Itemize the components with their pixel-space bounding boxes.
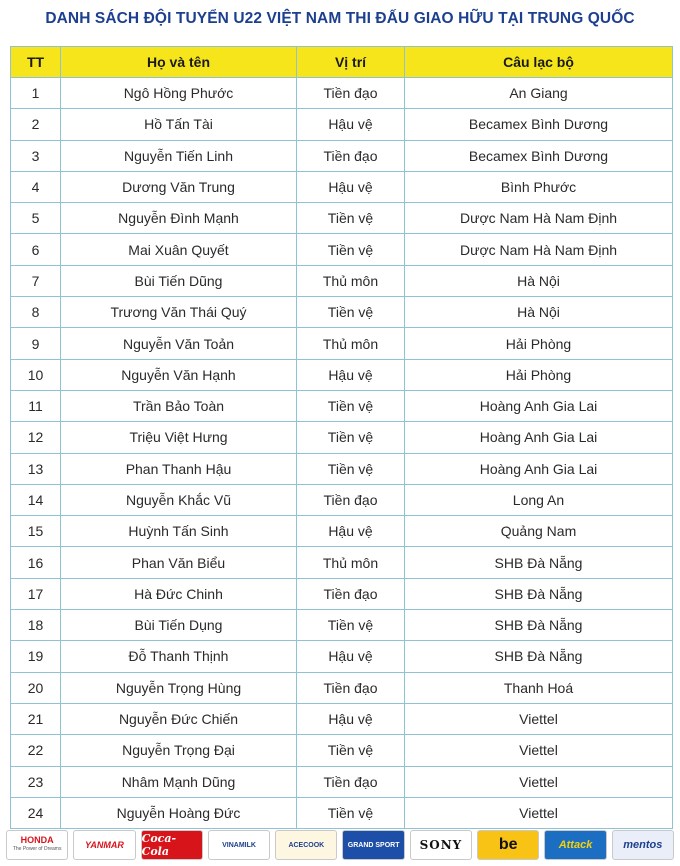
cell-position: Tiền đạo <box>297 484 405 515</box>
cell-tt: 6 <box>11 234 61 265</box>
cell-club: Dược Nam Hà Nam Định <box>405 203 673 234</box>
cell-club: An Giang <box>405 78 673 109</box>
cell-tt: 20 <box>11 672 61 703</box>
cell-name: Nguyễn Văn Hạnh <box>61 359 297 390</box>
be-logo <box>477 830 539 860</box>
cell-club: SHB Đà Nẵng <box>405 641 673 672</box>
cell-name: Nhâm Mạnh Dũng <box>61 766 297 797</box>
mentos-logo <box>612 830 674 860</box>
cell-position: Tiền vệ <box>297 203 405 234</box>
sponsor-strip <box>6 830 674 860</box>
vinamilk-logo <box>208 830 270 860</box>
cell-name: Nguyễn Trọng Đại <box>61 735 297 766</box>
acecook-logo-text: ACECOOK <box>288 841 325 849</box>
table-row <box>11 672 673 703</box>
cell-club: Dược Nam Hà Nam Định <box>405 234 673 265</box>
table-header-row <box>11 47 673 78</box>
cell-club: Hải Phòng <box>405 328 673 359</box>
coke-logo <box>141 830 203 860</box>
honda-logo <box>6 830 68 860</box>
table-row <box>11 703 673 734</box>
cell-position: Tiền vệ <box>297 735 405 766</box>
table-row <box>11 484 673 515</box>
table-row <box>11 359 673 390</box>
cell-name: Hà Đức Chinh <box>61 578 297 609</box>
cell-position: Hậu vệ <box>297 109 405 140</box>
table-row <box>11 78 673 109</box>
cell-club: Bình Phước <box>405 171 673 202</box>
cell-name: Mai Xuân Quyết <box>61 234 297 265</box>
cell-position: Tiền vệ <box>297 234 405 265</box>
grand-logo <box>342 830 404 860</box>
cell-tt: 5 <box>11 203 61 234</box>
honda-logo-tagline: The Power of Dreams <box>12 846 62 852</box>
cell-name: Triệu Việt Hưng <box>61 422 297 453</box>
cell-name: Dương Văn Trung <box>61 171 297 202</box>
cell-position: Tiền vệ <box>297 797 405 828</box>
attack-logo <box>544 830 606 860</box>
cell-tt: 13 <box>11 453 61 484</box>
sony-logo-text: SONY <box>419 838 463 852</box>
cell-position: Thủ môn <box>297 328 405 359</box>
cell-position: Tiền đạo <box>297 140 405 171</box>
cell-tt: 16 <box>11 547 61 578</box>
cell-tt: 2 <box>11 109 61 140</box>
cell-club: Becamex Bình Dương <box>405 109 673 140</box>
cell-position: Tiền vệ <box>297 297 405 328</box>
roster-body <box>11 78 673 829</box>
header-position: Vị trí <box>297 47 405 78</box>
cell-club: Hoàng Anh Gia Lai <box>405 422 673 453</box>
yanmar-logo <box>73 830 135 860</box>
header-club: Câu lạc bộ <box>405 47 673 78</box>
table-row <box>11 140 673 171</box>
acecook-logo <box>275 830 337 860</box>
cell-name: Hồ Tấn Tài <box>61 109 297 140</box>
table-row <box>11 547 673 578</box>
cell-position: Tiền vệ <box>297 453 405 484</box>
cell-tt: 14 <box>11 484 61 515</box>
table-row <box>11 234 673 265</box>
cell-position: Hậu vệ <box>297 641 405 672</box>
cell-tt: 4 <box>11 171 61 202</box>
table-row <box>11 797 673 828</box>
cell-position: Tiền vệ <box>297 390 405 421</box>
cell-club: Long An <box>405 484 673 515</box>
cell-position: Hậu vệ <box>297 359 405 390</box>
cell-tt: 18 <box>11 610 61 641</box>
sony-logo <box>410 830 472 860</box>
cell-name: Nguyễn Đình Mạnh <box>61 203 297 234</box>
cell-name: Phan Thanh Hậu <box>61 453 297 484</box>
cell-tt: 1 <box>11 78 61 109</box>
table-row <box>11 422 673 453</box>
header-name: Họ và tên <box>61 47 297 78</box>
cell-name: Nguyễn Khắc Vũ <box>61 484 297 515</box>
be-logo-text: be <box>498 836 518 853</box>
cell-club: Viettel <box>405 766 673 797</box>
cell-tt: 3 <box>11 140 61 171</box>
table-row <box>11 390 673 421</box>
cell-name: Phan Văn Biểu <box>61 547 297 578</box>
cell-name: Ngô Hồng Phước <box>61 78 297 109</box>
roster-table <box>10 46 673 829</box>
vinamilk-logo-text: VINAMILK <box>222 841 256 849</box>
mentos-logo-text: mentos <box>623 839 663 851</box>
cell-tt: 9 <box>11 328 61 359</box>
cell-name: Nguyễn Trọng Hùng <box>61 672 297 703</box>
cell-name: Nguyễn Văn Toản <box>61 328 297 359</box>
table-row <box>11 610 673 641</box>
cell-club: Hoàng Anh Gia Lai <box>405 390 673 421</box>
table-row <box>11 297 673 328</box>
cell-name: Đỗ Thanh Thịnh <box>61 641 297 672</box>
cell-tt: 22 <box>11 735 61 766</box>
cell-name: Bùi Tiến Dũng <box>61 265 297 296</box>
cell-club: Hoàng Anh Gia Lai <box>405 453 673 484</box>
cell-tt: 12 <box>11 422 61 453</box>
table-row <box>11 109 673 140</box>
cell-tt: 8 <box>11 297 61 328</box>
cell-name: Trần Bảo Toàn <box>61 390 297 421</box>
table-row <box>11 328 673 359</box>
cell-name: Huỳnh Tấn Sinh <box>61 516 297 547</box>
cell-tt: 21 <box>11 703 61 734</box>
cell-club: Viettel <box>405 797 673 828</box>
cell-name: Nguyễn Đức Chiến <box>61 703 297 734</box>
table-row <box>11 265 673 296</box>
table-row <box>11 735 673 766</box>
cell-position: Tiền đạo <box>297 78 405 109</box>
cell-position: Hậu vệ <box>297 171 405 202</box>
table-row <box>11 203 673 234</box>
cell-tt: 19 <box>11 641 61 672</box>
grand-logo-text: GRAND SPORT <box>347 841 400 849</box>
cell-club: Viettel <box>405 703 673 734</box>
table-row <box>11 453 673 484</box>
cell-name: Trương Văn Thái Quý <box>61 297 297 328</box>
cell-position: Tiền đạo <box>297 766 405 797</box>
cell-name: Nguyễn Tiến Linh <box>61 140 297 171</box>
table-row <box>11 641 673 672</box>
cell-name: Bùi Tiến Dụng <box>61 610 297 641</box>
cell-position: Hậu vệ <box>297 703 405 734</box>
cell-position: Tiền vệ <box>297 422 405 453</box>
cell-tt: 24 <box>11 797 61 828</box>
cell-tt: 17 <box>11 578 61 609</box>
honda-logo-text: HONDA <box>20 835 54 845</box>
attack-logo-text: Attack <box>558 839 593 851</box>
table-row <box>11 578 673 609</box>
cell-name: Nguyễn Hoàng Đức <box>61 797 297 828</box>
yanmar-logo-text: YANMAR <box>85 840 124 850</box>
cell-club: Viettel <box>405 735 673 766</box>
cell-position: Tiền đạo <box>297 578 405 609</box>
cell-club: Hải Phòng <box>405 359 673 390</box>
cell-position: Tiền đạo <box>297 672 405 703</box>
cell-club: SHB Đà Nẵng <box>405 547 673 578</box>
page-title: DANH SÁCH ĐỘI TUYỂN U22 VIỆT NAM THI ĐẤU GIAO HỮU TẠI TRUNG QUỐC <box>45 10 635 27</box>
cell-club: SHB Đà Nẵng <box>405 610 673 641</box>
table-row <box>11 516 673 547</box>
cell-club: SHB Đà Nẵng <box>405 578 673 609</box>
cell-club: Hà Nội <box>405 265 673 296</box>
coke-logo-text: Coca-Cola <box>141 832 177 858</box>
table-row <box>11 766 673 797</box>
table-row <box>11 171 673 202</box>
cell-club: Becamex Bình Dương <box>405 140 673 171</box>
cell-tt: 15 <box>11 516 61 547</box>
cell-club: Thanh Hoá <box>405 672 673 703</box>
cell-club: Quảng Nam <box>405 516 673 547</box>
cell-tt: 11 <box>11 390 61 421</box>
cell-position: Thủ môn <box>297 547 405 578</box>
cell-club: Hà Nội <box>405 297 673 328</box>
header-tt: TT <box>11 47 61 78</box>
cell-tt: 10 <box>11 359 61 390</box>
cell-position: Thủ môn <box>297 265 405 296</box>
cell-tt: 7 <box>11 265 61 296</box>
cell-tt: 23 <box>11 766 61 797</box>
cell-position: Tiền vệ <box>297 610 405 641</box>
cell-position: Hậu vệ <box>297 516 405 547</box>
